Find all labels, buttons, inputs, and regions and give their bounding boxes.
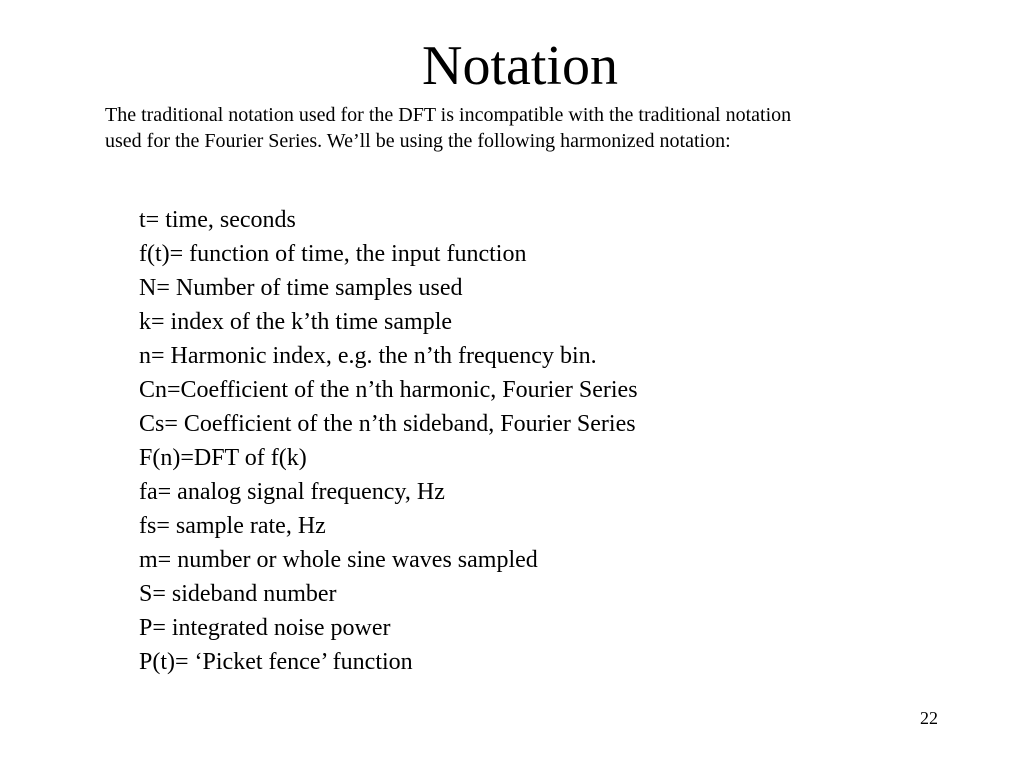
definition-item: fs= sample rate, Hz	[139, 513, 326, 539]
definition-item: k= index of the k’th time sample	[139, 309, 453, 335]
definition-item: n= Harmonic index, e.g. the n’th frequency bin.	[139, 343, 597, 369]
definition-item: m= number or whole sine waves sampled	[139, 547, 538, 573]
slide-title: Notation	[422, 35, 618, 97]
definitions-list	[139, 203, 638, 679]
definition-item: P(t)= ‘Picket fence’ function	[139, 649, 413, 675]
definition-item: fa= analog signal frequency, Hz	[139, 479, 445, 505]
definition-item: N= Number of time samples used	[139, 275, 463, 301]
definition-item: Cn=Coefficient of the n’th harmonic, Fourier Series	[139, 377, 638, 403]
definition-item: P= integrated noise power	[139, 615, 391, 641]
intro-paragraph	[105, 102, 905, 154]
definition-item: S= sideband number	[139, 581, 337, 607]
definition-item: f(t)= function of time, the input function	[139, 241, 527, 267]
intro-line: The traditional notation used for the DFT is incompatible with the traditional notation	[105, 104, 792, 126]
intro-line: used for the Fourier Series. We’ll be using the following harmonized notation:	[105, 130, 731, 152]
definition-item: t= time, seconds	[139, 207, 296, 233]
definition-item: Cs= Coefficient of the n’th sideband, Fourier Series	[139, 411, 636, 437]
page-number: 22	[920, 708, 938, 728]
definition-item: F(n)=DFT of f(k)	[139, 445, 307, 471]
